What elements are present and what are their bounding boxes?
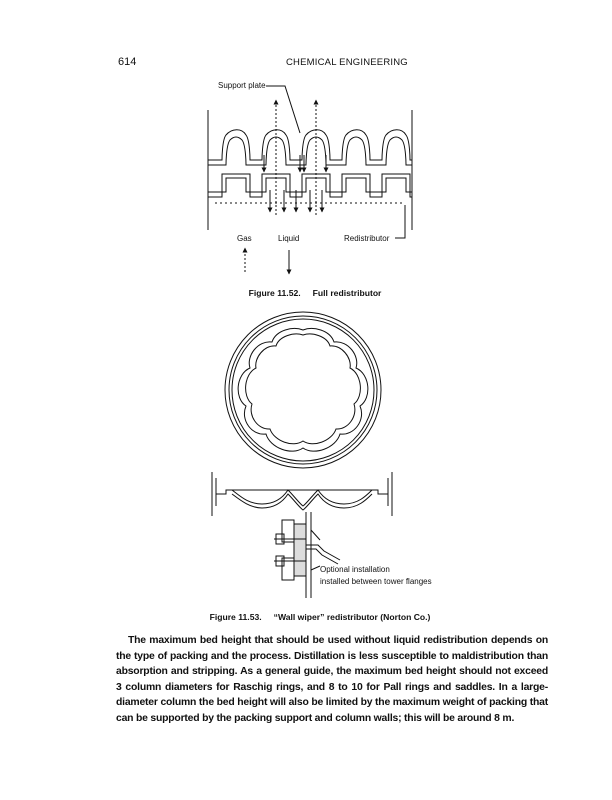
redistributor-label: Redistributor	[344, 234, 390, 243]
body-paragraph-text: The maximum bed height that should be used without liquid redistribution depends on the type of packing and the process. Distillation is less susceptible to maldistribution than absorption and stripping. As a general guide, the maximum bed height should not exceed 3 column diameters for Raschig rings, and 8 to 10 for Pall rings and saddles. In a large-diameter column the bed height will also be limited by the maximum weight of packing that can be supported by the packing support and column walls; this will be around 8 m.	[116, 635, 548, 724]
optional-installation-line1: Optional installation	[320, 565, 390, 574]
figure-53-number: Figure 11.53.	[209, 612, 262, 622]
running-title: CHEMICAL ENGINEERING	[286, 57, 408, 68]
gas-legend-label: Gas	[237, 234, 252, 243]
liquid-legend-label: Liquid	[278, 234, 300, 243]
page-number: 614	[118, 56, 137, 68]
figure-52-title: Full redistributor	[312, 288, 382, 298]
figure-52-number: Figure 11.52.	[248, 288, 301, 298]
figure-53-caption	[185, 612, 455, 622]
body-paragraph	[116, 633, 548, 726]
optional-installation-line2: installed between tower flanges	[320, 577, 432, 586]
support-plate-label: Support plate	[218, 81, 266, 90]
figure-53-title: “Wall wiper” redistributor (Norton Co.)	[273, 612, 431, 622]
